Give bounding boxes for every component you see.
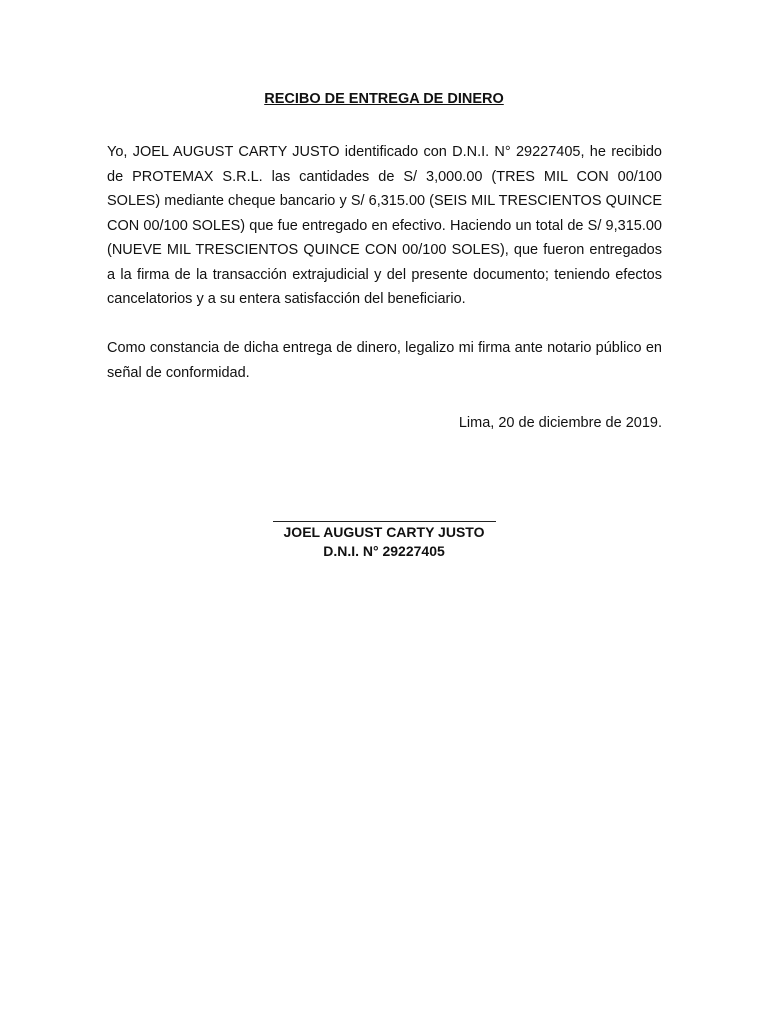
document-title: RECIBO DE ENTREGA DE DINERO	[264, 91, 504, 107]
signer-name: JOEL AUGUST CARTY JUSTO	[283, 524, 485, 540]
document-date: Lima, 20 de diciembre de 2019.	[458, 415, 662, 431]
legalization-paragraph: Como constancia de dicha entrega de dinero, legalizo mi firma ante notario público en señal de conformidad.	[107, 340, 662, 381]
signer-dni: D.N.I. N° 29227405	[323, 543, 445, 559]
receipt-paragraph: Yo, JOEL AUGUST CARTY JUSTO identificado con D.N.I. N° 29227405, he recibido de PROTEMAX S.R.L. las cantidades de S/ 3,000.00 (TRES MIL CON 00/100 SOLES) mediante cheque bancario y S/ 6,315.00 (SEIS MIL TRESCIENTOS QUINCE CON 00/100 SOLES) que fue entregado en efectivo. Haciendo un total de S/ 9,315.00 (NUEVE MIL TRESCIENTOS QUINCE CON 00/100 SOLES), que fueron entregados a la firma de la transacción extrajudicial y del presente documento; teniendo efectos cancelatorios y a su entera satisfacción del beneficiario.	[107, 144, 662, 307]
signature-line	[273, 521, 496, 522]
